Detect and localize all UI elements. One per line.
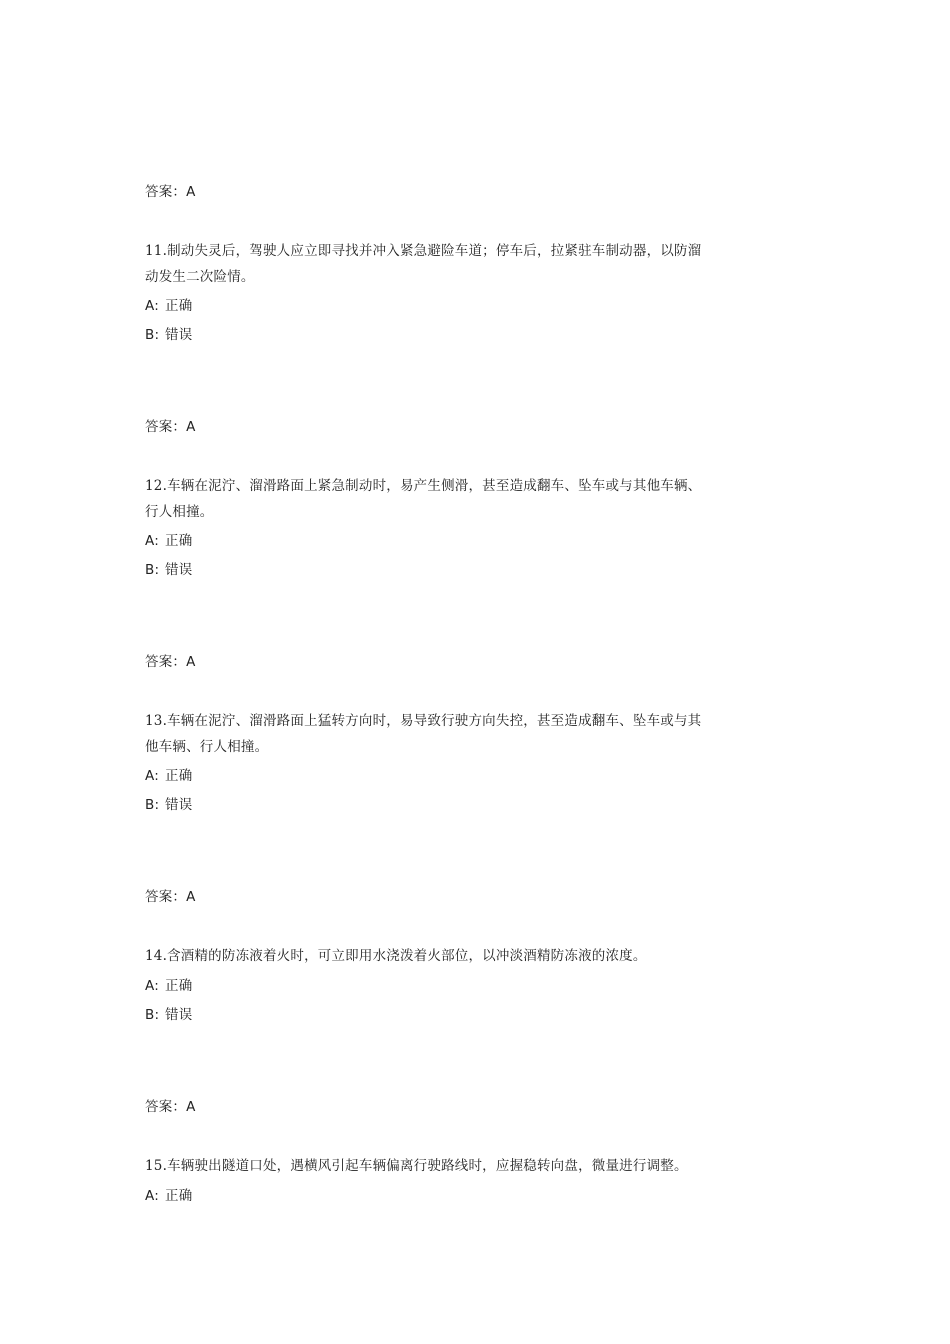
question-11-line-1: 11.制动失灵后，驾驶人应立即寻找并冲入紧急避险车道；停车后，拉紧驻车制动器，以防溜	[145, 243, 702, 259]
option-key: A:	[145, 768, 159, 784]
question-12-option-a	[145, 531, 735, 551]
question-11-line-2: 动发生二次险情。	[145, 269, 255, 285]
question-12-line-1: 12.车辆在泥泞、溜滑路面上紧急制动时，易产生侧滑，甚至造成翻车、坠车或与其他车辆、	[145, 478, 702, 494]
question-13-line-1: 13.车辆在泥泞、溜滑路面上猛转方向时，易导致行驶方向失控，甚至造成翻车、坠车或与其	[145, 713, 702, 729]
option-key: A:	[145, 978, 159, 994]
answer-line: 答案：A	[145, 1099, 196, 1115]
question-14-option-a	[145, 976, 735, 996]
question-13-option-b	[145, 795, 735, 815]
answer-line: 答案：A	[145, 889, 196, 905]
answer-line: 答案：A	[145, 184, 196, 200]
option-text: 正确	[165, 533, 193, 549]
answer-line: 答案：A	[145, 654, 196, 670]
question-12-option-b	[145, 560, 735, 580]
option-text: 错误	[165, 327, 193, 343]
option-key: A:	[145, 298, 159, 314]
option-text: 正确	[165, 298, 193, 314]
option-text: 正确	[165, 1188, 193, 1204]
option-key: B:	[145, 1007, 160, 1023]
question-15-option-a	[145, 1186, 735, 1206]
question-12-line-2: 行人相撞。	[145, 504, 214, 520]
option-key: A:	[145, 1188, 159, 1204]
question-11-option-b	[145, 325, 735, 345]
option-key: A:	[145, 533, 159, 549]
option-text: 正确	[165, 978, 193, 994]
question-14-option-b	[145, 1005, 735, 1025]
option-text: 正确	[165, 768, 193, 784]
answer-line: 答案：A	[145, 419, 196, 435]
question-13-option-a	[145, 766, 735, 786]
question-15-line-1: 15.车辆驶出隧道口处，遇横风引起车辆偏离行驶路线时，应握稳转向盘，微量进行调整。	[145, 1158, 688, 1174]
option-text: 错误	[165, 1007, 193, 1023]
option-text: 错误	[165, 797, 193, 813]
question-13-line-2: 他车辆、行人相撞。	[145, 739, 269, 755]
question-14-line-1: 14.含酒精的防冻液着火时，可立即用水浇泼着火部位，以冲淡酒精防冻液的浓度。	[145, 948, 647, 964]
option-key: B:	[145, 797, 160, 813]
option-text: 错误	[165, 562, 193, 578]
option-key: B:	[145, 327, 160, 343]
question-11-option-a	[145, 296, 735, 316]
option-key: B:	[145, 562, 160, 578]
